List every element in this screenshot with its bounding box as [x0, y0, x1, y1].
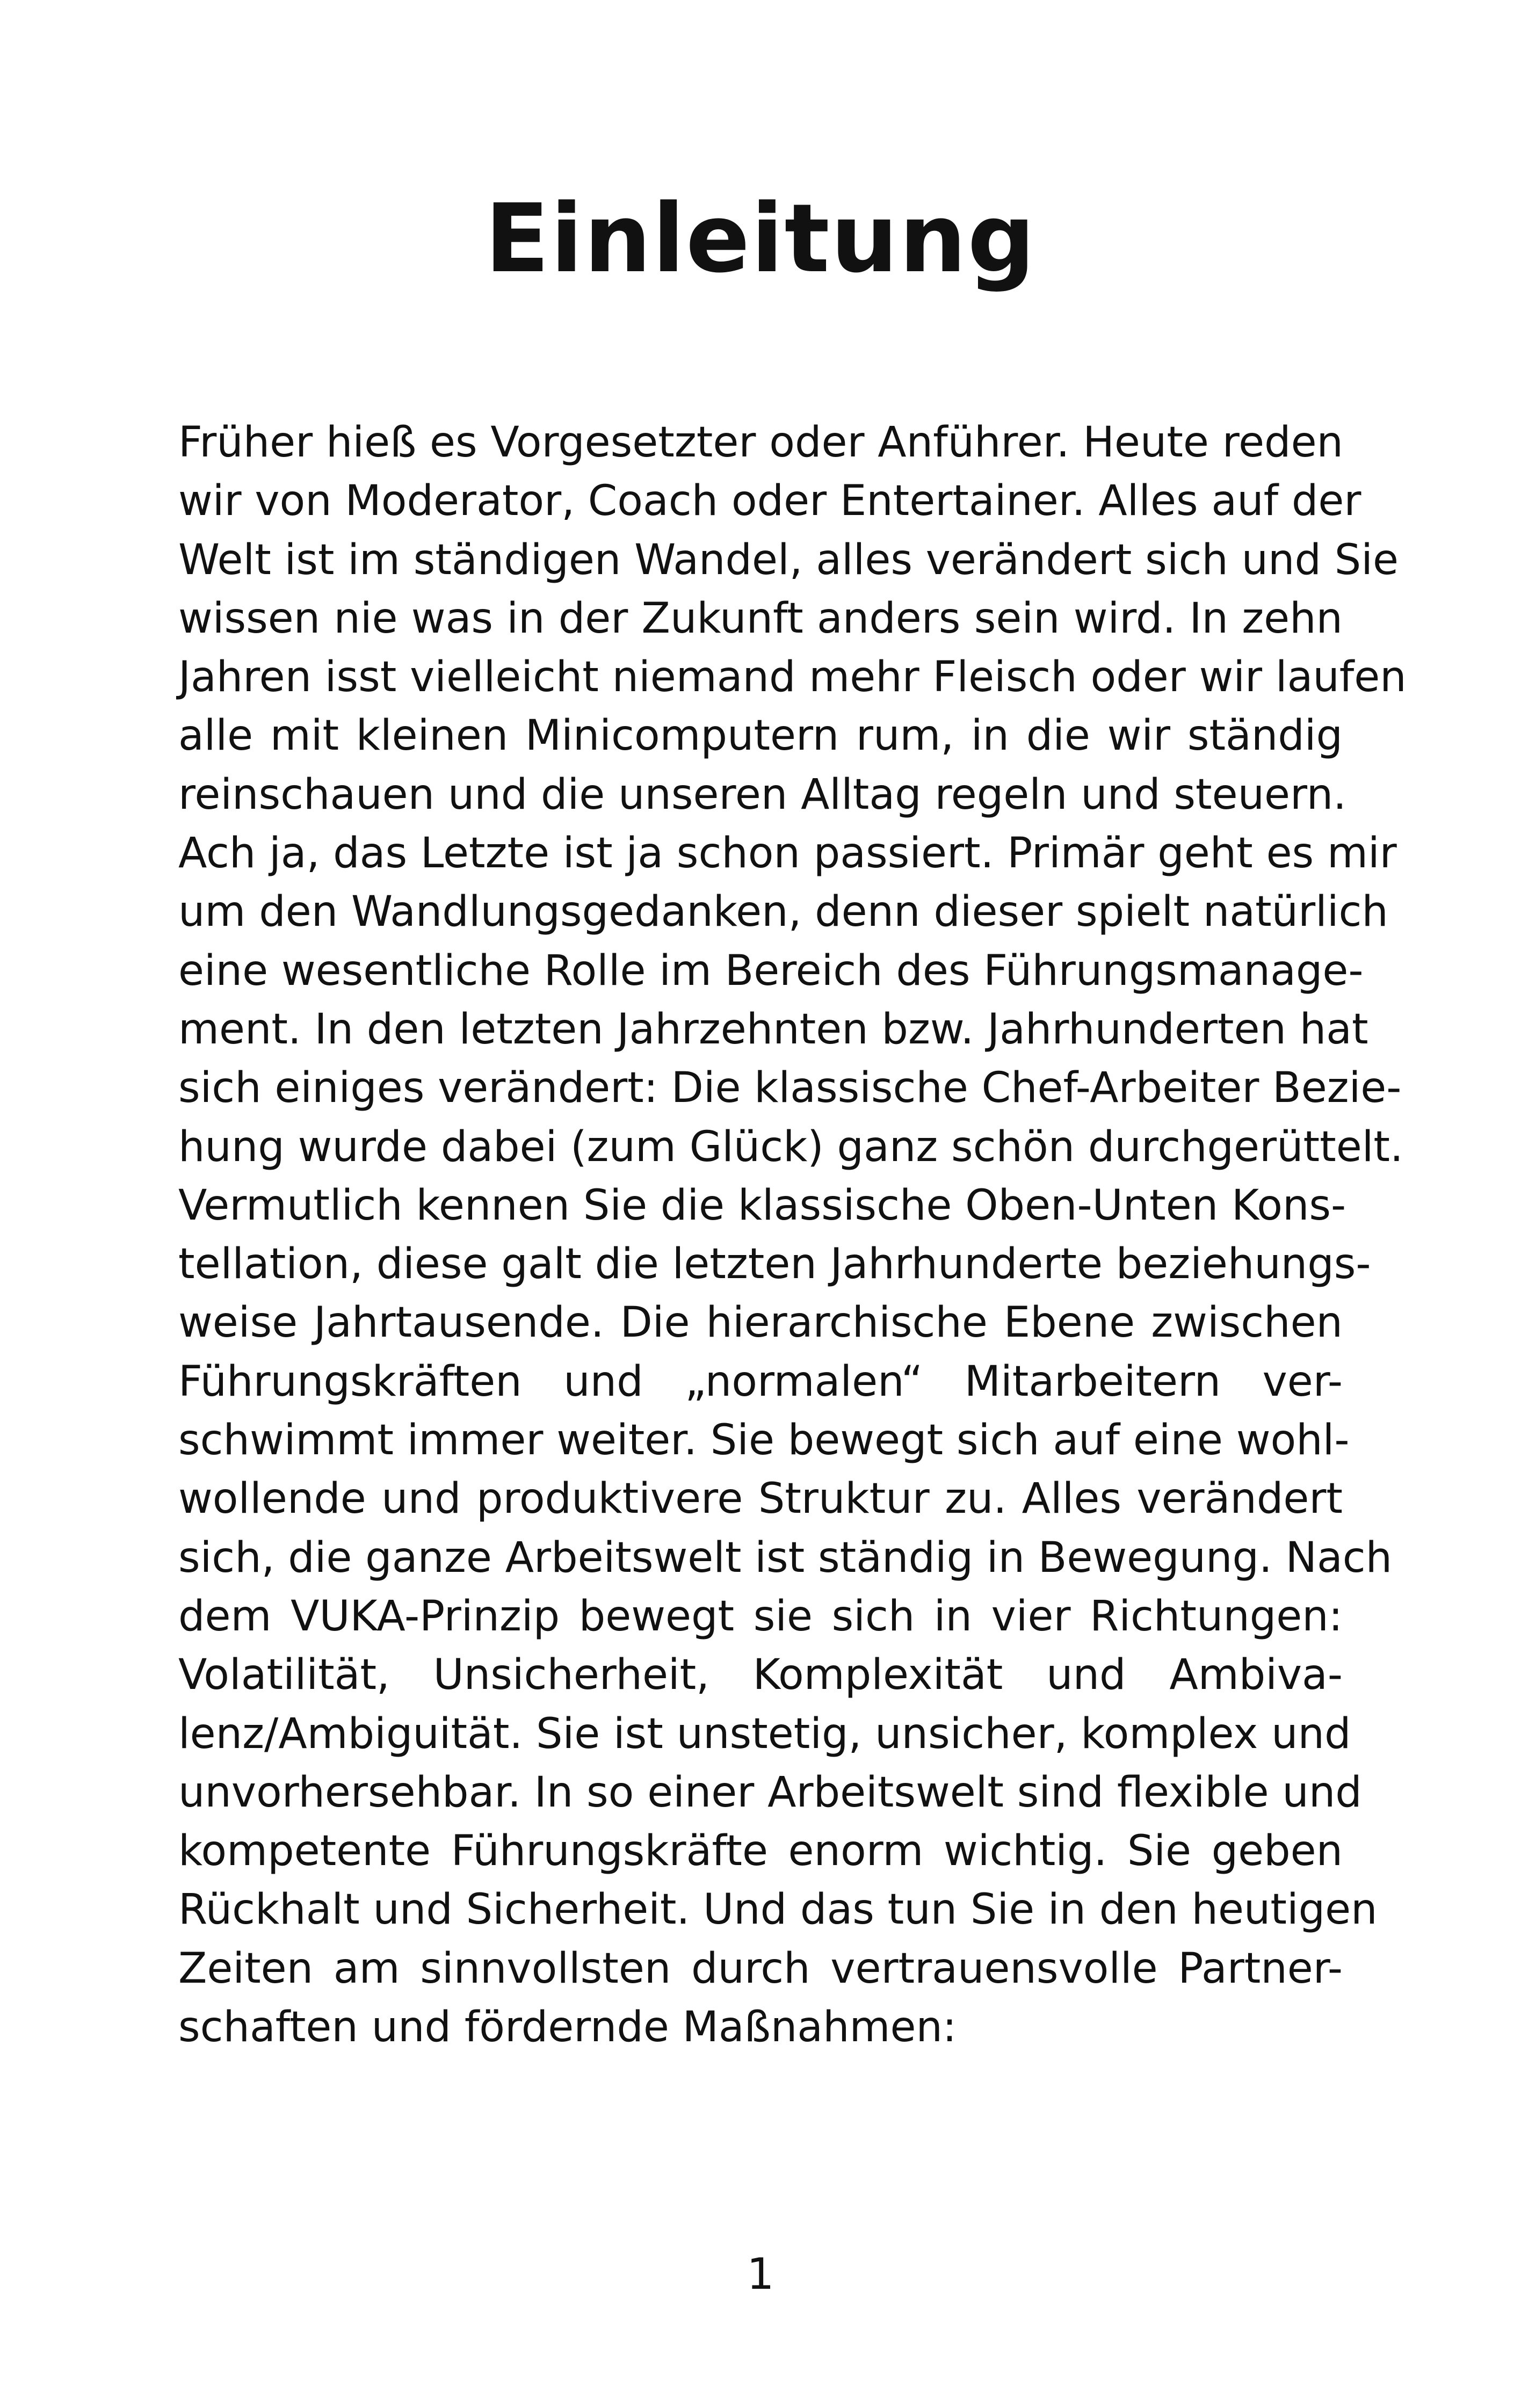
text-line: Ach ja, das Letzte ist ja schon passiert. Primär geht es mir [178, 829, 1397, 878]
text-line: lenz/Ambiguität. Sie ist unstetig, unsicher, komplex und [178, 1709, 1351, 1758]
text-line: wir von Moderator, Coach oder Entertainer. Alles auf der [178, 477, 1361, 526]
text-line: Führungskräften und „normalen“ Mitarbeitern ver- [178, 1357, 1343, 1406]
text-line: tellation, diese galt die letzten Jahrhunderte beziehungs- [178, 1240, 1371, 1289]
text-line: Früher hieß es Vorgesetzter oder Anführer. Heute reden [178, 418, 1343, 467]
text-line: hung wurde dabei (zum Glück) ganz schön durchgerüttelt. [178, 1122, 1403, 1171]
text-line: dem VUKA-Prinzip bewegt sie sich in vier Richtungen: [178, 1592, 1343, 1641]
text-line: sich, die ganze Arbeitswelt ist ständig in Bewegung. Nach [178, 1533, 1393, 1582]
text-line: alle mit kleinen Minicomputern rum, in die wir ständig [178, 712, 1343, 760]
text-line: weise Jahrtausende. Die hierarchische Ebene zwischen [178, 1299, 1343, 1347]
text-line: wissen nie was in der Zukunft anders sein wird. In zehn [178, 594, 1343, 643]
chapter-title: Einleitung [484, 184, 1037, 294]
text-line: sich einiges verändert: Die klassische Chef-Arbeiter Bezie- [178, 1064, 1402, 1113]
text-line: Welt ist im ständigen Wandel, alles verändert sich und Sie [178, 535, 1399, 584]
text-line: Volatilität, Unsicherheit, Komplexität und Ambiva- [178, 1651, 1343, 1700]
text-line: wollende und produktivere Struktur zu. Alles verändert [178, 1475, 1343, 1524]
text-line: Zeiten am sinnvollsten durch vertrauensvolle Partner- [178, 1944, 1343, 1993]
text-line: schaften und fördernde Maßnahmen: [178, 2003, 957, 2052]
body-paragraph [178, 414, 1407, 2057]
text-line: unvorhersehbar. In so einer Arbeitswelt sind flexible und [178, 1768, 1362, 1817]
text-line: Jahren isst vielleicht niemand mehr Fleisch oder wir laufen [178, 653, 1407, 702]
text-line: Vermutlich kennen Sie die klassische Oben-Unten Kons- [178, 1181, 1346, 1230]
text-line: eine wesentliche Rolle im Bereich des Führungsmanage- [178, 946, 1364, 995]
text-line: reinschauen und die unseren Alltag regeln und steuern. [178, 770, 1346, 819]
page-number: 1 [747, 2249, 774, 2299]
text-line: Rückhalt und Sicherheit. Und das tun Sie in den heutigen [178, 1885, 1378, 1934]
text-line: kompetente Führungskräfte enorm wichtig. Sie geben [178, 1827, 1343, 1876]
text-line: schwimmt immer weiter. Sie bewegt sich auf eine wohl- [178, 1416, 1350, 1465]
text-line: ment. In den letzten Jahrzehnten bzw. Jahrhunderten hat [178, 1005, 1368, 1054]
text-line: um den Wandlungsgedanken, denn dieser spielt natürlich [178, 888, 1388, 937]
